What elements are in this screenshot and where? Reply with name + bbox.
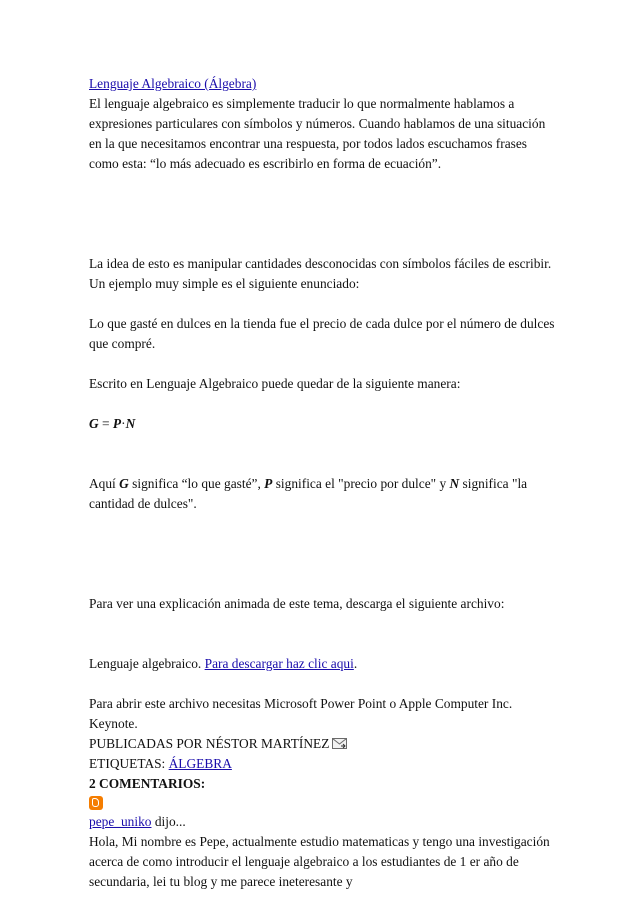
- formula-dot: ·: [121, 416, 126, 431]
- spacer: [89, 294, 559, 314]
- comment-author-link[interactable]: pepe_uniko: [89, 814, 152, 829]
- download-prefix: Lenguaje algebraico.: [89, 656, 205, 671]
- meaning-n: N: [449, 476, 460, 491]
- meaning-text: Aquí: [89, 476, 120, 491]
- paragraph-animation: Para ver una explicación animada de este tema, descarga el siguiente archivo:: [89, 596, 505, 611]
- spacer: [89, 514, 559, 594]
- labels-line: [89, 754, 559, 774]
- meaning-text: significa “lo que gasté”,: [128, 476, 265, 491]
- formula-g: G: [89, 416, 99, 431]
- paragraph-requirements: Para abrir este archivo necesitas Microsoft Power Point o Apple Computer Inc. Keynote.: [89, 696, 513, 731]
- spacer: [89, 354, 559, 374]
- meaning-text: significa "la cantidad de dulces".: [89, 476, 528, 511]
- download-suffix: .: [353, 656, 358, 671]
- paragraph-written: Escrito en Lenguaje Algebraico puede quedar de la siguiente manera:: [89, 376, 461, 391]
- formula-p: P: [112, 416, 122, 431]
- spacer: [89, 394, 559, 414]
- formula-equals: =: [98, 416, 113, 431]
- download-link[interactable]: Para descargar haz clic aqui: [204, 656, 354, 671]
- spacer: [89, 614, 559, 654]
- labels-prefix: ETIQUETAS:: [89, 756, 169, 771]
- formula: [89, 414, 559, 434]
- formula-n: N: [125, 416, 136, 431]
- label-link-algebra[interactable]: ÁLGEBRA: [168, 756, 232, 771]
- spacer: [89, 674, 559, 694]
- post-title: [89, 74, 559, 94]
- paragraph-idea: La idea de esto es manipular cantidades desconocidas con símbolos fáciles de escribir. Un ejemplo muy simple es el siguiente enunciado:: [89, 256, 552, 291]
- paragraph-intro: El lenguaje algebraico es simplemente traducir lo que normalmente hablamos a expresiones particulares con símbolos y números. Cuando hablamos de una situación en la que necesitamos encontrar una respuesta, por todos lados escuchamos frases como esta: “lo más adecuado es escribirlo en forma de ecuación”.: [89, 96, 546, 171]
- comments-heading: 2 COMENTARIOS:: [89, 776, 206, 791]
- email-post-icon[interactable]: [332, 735, 347, 746]
- blogger-icon: [89, 796, 103, 810]
- download-line: [89, 654, 559, 674]
- spacer: [89, 174, 559, 254]
- meaning-g: G: [119, 476, 129, 491]
- comment-said: dijo...: [151, 814, 186, 829]
- post-title-link[interactable]: Lenguaje Algebraico (Álgebra): [89, 76, 257, 91]
- paragraph-meaning: [89, 474, 559, 514]
- author-line: PUBLICADAS POR NÉSTOR MARTÍNEZ: [89, 736, 330, 751]
- post-body: [89, 74, 559, 892]
- paragraph-example: Lo que gasté en dulces en la tienda fue el precio de cada dulce por el número de dulces que compré.: [89, 316, 555, 351]
- spacer: [89, 434, 559, 474]
- meaning-p: P: [264, 476, 273, 491]
- comment-text: Hola, Mi nombre es Pepe, actualmente estudio matematicas y tengo una investigación acerca de como introducir el lenguaje algebraico a los estudiantes de 1 er año de secundaria, lei tu blog y me parece ineteresante y: [89, 834, 550, 889]
- comment-header: [89, 812, 559, 832]
- meaning-text: significa el "precio por dulce" y: [272, 476, 450, 491]
- published-by: [89, 734, 559, 754]
